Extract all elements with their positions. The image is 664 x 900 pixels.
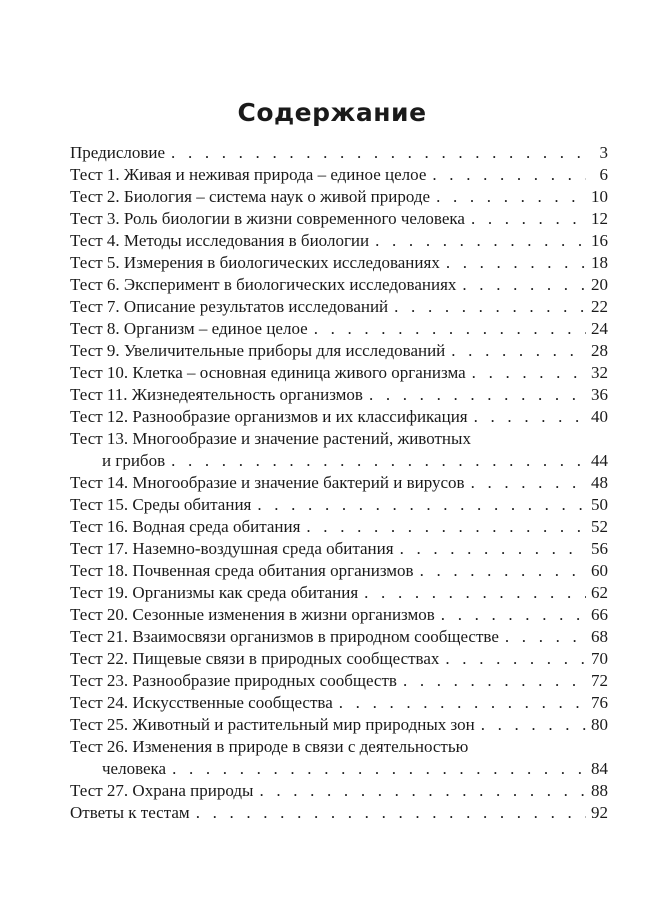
toc-page-number: 32 <box>591 363 608 382</box>
dot-leader <box>172 758 586 780</box>
toc-entry-title: Тест 11. Жизнедеятельность организмов <box>70 385 363 404</box>
toc-entry <box>70 318 608 340</box>
toc-line <box>70 164 608 186</box>
toc-page-number: 66 <box>591 605 608 624</box>
toc-entry <box>70 560 608 582</box>
toc-line <box>70 274 608 296</box>
toc-page-number: 18 <box>591 253 608 272</box>
toc-line <box>70 362 608 384</box>
dot-leader <box>446 252 586 274</box>
toc-entry-title: Тест 9. Увеличительные приборы для исследований <box>70 341 446 360</box>
toc-page-number: 60 <box>591 561 608 580</box>
toc-line <box>70 450 608 472</box>
toc-entry <box>70 362 608 384</box>
dot-leader <box>257 494 586 516</box>
toc-line <box>70 582 608 604</box>
toc-page-number: 6 <box>599 165 608 184</box>
toc-line <box>70 406 608 428</box>
toc-entry-title: Тест 12. Разнообразие организмов и их классификация <box>70 407 468 426</box>
toc-entry-title: Тест 13. Многообразие и значение растений, животных <box>70 429 471 448</box>
toc-page-number: 50 <box>591 495 608 514</box>
toc-entry <box>70 714 608 736</box>
toc-entry-title: Тест 4. Методы исследования в биологии <box>70 231 370 250</box>
toc-page-number: 28 <box>591 341 608 360</box>
toc-entry-title: Тест 6. Эксперимент в биологических исследованиях <box>70 275 457 294</box>
toc-entry-title: Тест 26. Изменения в природе в связи с деятельностью <box>70 737 469 756</box>
toc-entry <box>70 692 608 714</box>
toc-entry-title: Тест 8. Организм – единое целое <box>70 319 308 338</box>
toc-page-number: 40 <box>591 407 608 426</box>
toc-page-number: 3 <box>599 143 608 162</box>
dot-leader <box>375 230 586 252</box>
toc-entry <box>70 648 608 670</box>
dot-leader <box>259 780 586 802</box>
toc-entry-title: Тест 17. Наземно-воздушная среда обитания <box>70 539 394 558</box>
toc-entry <box>70 296 608 318</box>
toc-entry-title: Тест 5. Измерения в биологических исследованиях <box>70 253 440 272</box>
toc-entry-title: Тест 25. Животный и растительный мир природных зон <box>70 715 475 734</box>
toc-page-number: 36 <box>591 385 608 404</box>
toc-entry <box>70 340 608 362</box>
toc-page-number: 84 <box>591 759 608 778</box>
toc-entry <box>70 802 608 824</box>
toc-page-number: 10 <box>591 187 608 206</box>
toc-entry-title: Тест 27. Охрана природы <box>70 781 254 800</box>
toc-line <box>70 230 608 252</box>
toc-page-number: 88 <box>591 781 608 800</box>
toc-line <box>70 780 608 802</box>
dot-leader <box>364 582 586 604</box>
table-of-contents <box>70 142 608 824</box>
toc-page-number: 24 <box>591 319 608 338</box>
dot-leader <box>441 604 586 626</box>
toc-page-number: 68 <box>591 627 608 646</box>
toc-entry <box>70 516 608 538</box>
toc-entry-title: Тест 19. Организмы как среда обитания <box>70 583 359 602</box>
dot-leader <box>474 406 586 428</box>
toc-entry <box>70 582 608 604</box>
toc-entry <box>70 780 608 802</box>
toc-entry-title: Тест 21. Взаимосвязи организмов в природном сообществе <box>70 627 499 646</box>
toc-entry <box>70 406 608 428</box>
toc-line <box>70 692 608 714</box>
toc-entry <box>70 230 608 252</box>
toc-page-number: 12 <box>591 209 608 228</box>
toc-line <box>70 340 608 362</box>
dot-leader <box>400 538 586 560</box>
toc-line <box>70 384 608 406</box>
toc-line <box>70 604 608 626</box>
toc-entry-title: Предисловие <box>70 143 166 162</box>
toc-line <box>70 186 608 208</box>
toc-entry-title: Тест 1. Живая и неживая природа – единое целое <box>70 165 427 184</box>
toc-entry-title: человека <box>102 759 167 778</box>
toc-entry <box>70 208 608 230</box>
toc-entry <box>70 494 608 516</box>
toc-line <box>70 648 608 670</box>
dot-leader <box>445 648 586 670</box>
toc-entry-title: Тест 16. Водная среда обитания <box>70 517 301 536</box>
toc-entry-title: Тест 22. Пищевые связи в природных сообществах <box>70 649 440 668</box>
toc-entry <box>70 428 608 472</box>
dot-leader <box>196 802 586 824</box>
page-title: Содержание <box>237 98 427 127</box>
dot-leader <box>471 472 586 494</box>
dot-leader <box>171 450 586 472</box>
dot-leader <box>420 560 586 582</box>
toc-page-number: 48 <box>591 473 608 492</box>
dot-leader <box>436 186 586 208</box>
toc-entry <box>70 670 608 692</box>
toc-line <box>70 494 608 516</box>
dot-leader <box>306 516 586 538</box>
toc-line <box>70 318 608 340</box>
toc-entry-title: Тест 14. Многообразие и значение бактерий и вирусов <box>70 473 465 492</box>
toc-entry <box>70 472 608 494</box>
toc-entry <box>70 736 608 780</box>
toc-entry-title: Тест 7. Описание результатов исследований <box>70 297 389 316</box>
toc-entry <box>70 626 608 648</box>
dot-leader <box>432 164 586 186</box>
toc-line <box>70 296 608 318</box>
toc-entry <box>70 252 608 274</box>
dot-leader <box>481 714 586 736</box>
toc-entry-title: Тест 15. Среды обитания <box>70 495 252 514</box>
toc-entry-title: Тест 23. Разнообразие природных сообществ <box>70 671 397 690</box>
toc-line <box>70 516 608 538</box>
toc-entry <box>70 142 608 164</box>
toc-page-number: 62 <box>591 583 608 602</box>
toc-line <box>70 142 608 164</box>
dot-leader <box>314 318 586 340</box>
dot-leader <box>505 626 586 648</box>
toc-page-number: 16 <box>591 231 608 250</box>
toc-line <box>70 626 608 648</box>
dot-leader <box>471 208 586 230</box>
toc-entry-title: Тест 2. Биология – система наук о живой природе <box>70 187 431 206</box>
toc-entry-title: Тест 3. Роль биологии в жизни современного человека <box>70 209 465 228</box>
toc-page-number: 22 <box>591 297 608 316</box>
toc-entry <box>70 604 608 626</box>
toc-page-number: 70 <box>591 649 608 668</box>
toc-page-number: 52 <box>591 517 608 536</box>
toc-entry <box>70 384 608 406</box>
toc-entry <box>70 538 608 560</box>
dot-leader <box>171 142 586 164</box>
toc-page-number: 20 <box>591 275 608 294</box>
dot-leader <box>403 670 586 692</box>
toc-page-number: 76 <box>591 693 608 712</box>
toc-line <box>70 428 608 450</box>
toc-line <box>70 758 608 780</box>
toc-entry-title: и грибов <box>102 451 166 470</box>
toc-entry-title: Тест 24. Искусственные сообщества <box>70 693 333 712</box>
toc-page-number: 44 <box>591 451 608 470</box>
dot-leader <box>394 296 586 318</box>
toc-entry-title: Тест 10. Клетка – основная единица живого организма <box>70 363 466 382</box>
toc-line <box>70 802 608 824</box>
toc-line <box>70 736 608 758</box>
dot-leader <box>472 362 586 384</box>
toc-line <box>70 208 608 230</box>
toc-entry <box>70 274 608 296</box>
toc-line <box>70 252 608 274</box>
toc-page-number: 72 <box>591 671 608 690</box>
dot-leader <box>462 274 586 296</box>
toc-entry <box>70 164 608 186</box>
toc-line <box>70 538 608 560</box>
toc-line <box>70 714 608 736</box>
toc-line <box>70 560 608 582</box>
toc-line <box>70 472 608 494</box>
toc-entry <box>70 186 608 208</box>
toc-page-number: 92 <box>591 803 608 822</box>
toc-page-number: 80 <box>591 715 608 734</box>
toc-entry-title: Ответы к тестам <box>70 803 190 822</box>
dot-leader <box>339 692 586 714</box>
toc-page-number: 56 <box>591 539 608 558</box>
dot-leader <box>451 340 586 362</box>
toc-entry-title: Тест 18. Почвенная среда обитания организмов <box>70 561 414 580</box>
toc-line <box>70 670 608 692</box>
toc-entry-title: Тест 20. Сезонные изменения в жизни организмов <box>70 605 435 624</box>
dot-leader <box>369 384 586 406</box>
